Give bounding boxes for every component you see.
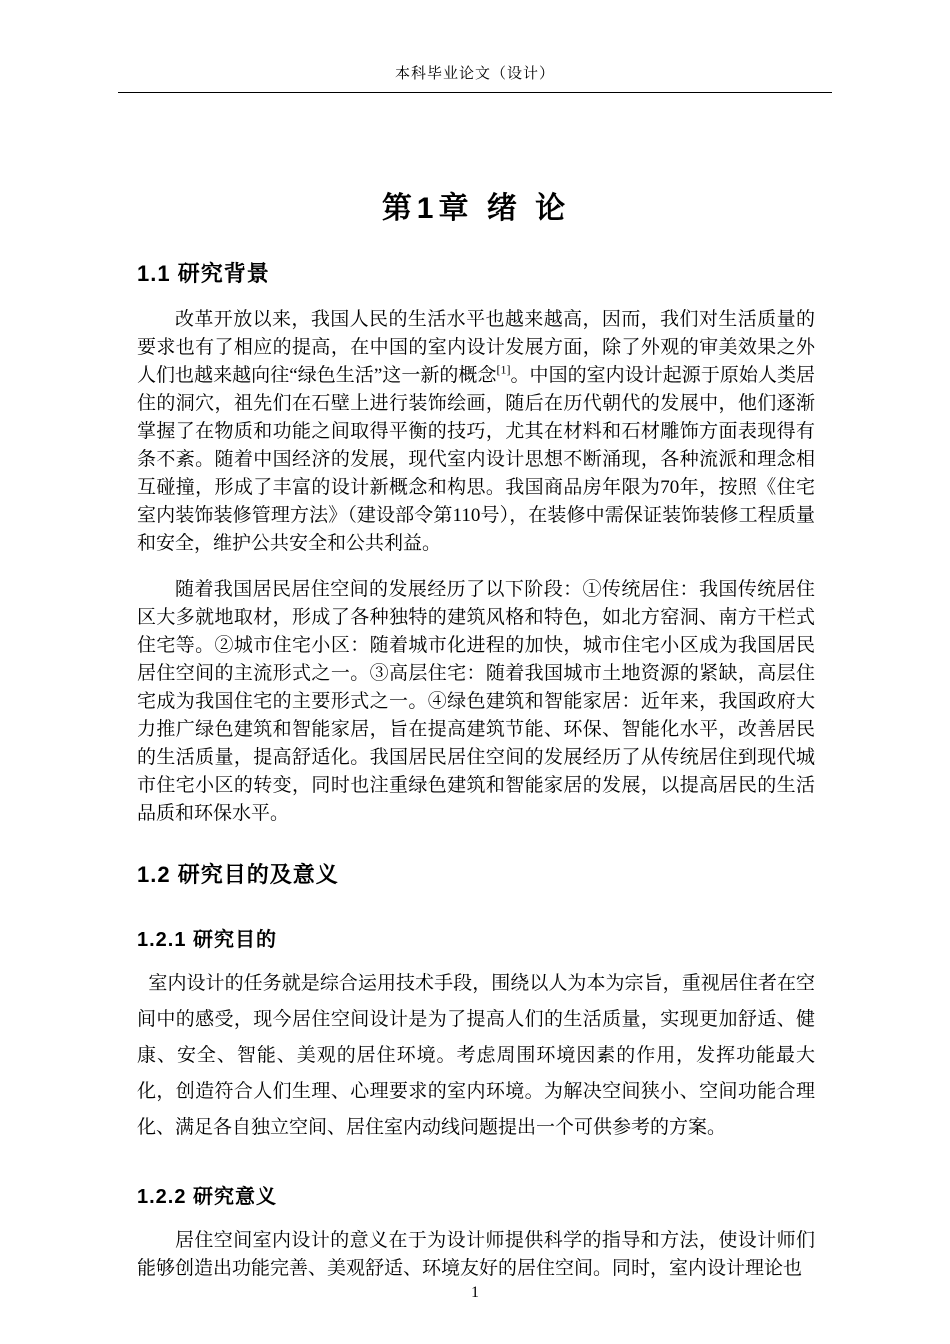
paragraph-research-purpose: 室内设计的任务就是综合运用技术手段，围绕以人为本为宗旨，重视居住者在空间中的感受，现今居住空间设计是为了提高人们的生活质量，实现更加舒适、健康、安全、智能、美观的居住环境。考虑周围环境因素的作用，发挥功能最大化，创造符合人们生理、心理要求的室内环境。为解决空间狭小、空间功能合理化、满足各自独立空间、居住室内动线问题提出一个可供参考的方案。 — [137, 973, 815, 1138]
paragraph-text: 改革开放以来，我国人民的生活水平也越来越高，因而，我们对生活质量的要求也有了相应的提高，在中国的室内设计发展方面，除了外观的审美效果之外人们也越来越向往“绿色生活”这一新的概念 — [137, 309, 815, 386]
document-content — [137, 91, 815, 1283]
citation-ref: [1] — [496, 362, 511, 377]
section-heading-1-1: 1.1 研究背景 — [137, 261, 270, 286]
chapter-title: 第1章 绪 论 — [381, 192, 571, 225]
section-heading-1-2: 1.2 研究目的及意义 — [137, 862, 339, 887]
page-header — [118, 62, 832, 93]
paragraph-text: 。中国的室内设计起源于原始人类居住的洞穴，祖先们在石壁上进行装饰绘画，随后在历代朝代的发展中，他们逐渐掌握了在物质和功能之间取得平衡的技巧，尤其在材料和石材雕饰方面表现得有条不紊。随着中国经济的发展，现代室内设计思想不断涌现，各种流派和理念相互碰撞，形成了丰富的设计新概念和构思。我国商品房年限为70年，按照《住宅室内装饰装修管理方法》（建设部令第110号），在装修中需保证装饰装修工程质量和安全，维护公共安全和公共利益。 — [137, 365, 815, 554]
subsection-heading-1-2-1: 1.2.1 研究目的 — [137, 929, 278, 951]
page-number: 1 — [471, 1284, 479, 1301]
subsection-heading-1-2-2: 1.2.2 研究意义 — [137, 1186, 278, 1208]
header-text: 本科毕业论文（设计） — [394, 66, 555, 82]
paragraph-research-background-2: 随着我国居民居住空间的发展经历了以下阶段：①传统居住：我国传统居住区大多就地取材，形成了各种独特的建筑风格和特色，如北方窑洞、南方干栏式住宅等。②城市住宅小区：随着城市化进程的加快，城市住宅小区成为我国居民居住空间的主流形式之一。③高层住宅：随着我国城市土地资源的紧缺，高层住宅成为我国住宅的主要形式之一。④绿色建筑和智能家居：近年来，我国政府大力推广绿色建筑和智能家居，旨在提高建筑节能、环保、智能化水平，改善居民的生活质量，提高舒适化。我国居民居住空间的发展经历了从传统居住到现代城市住宅小区的转变，同时也注重绿色建筑和智能家居的发展，以提高居民的生活品质和环保水平。 — [137, 579, 815, 824]
paragraph-research-significance: 居住空间室内设计的意义在于为设计师提供科学的指导和方法，使设计师们能够创造出功能完善、美观舒适、环境友好的居住空间。同时，室内设计理论也 — [137, 1230, 815, 1279]
paragraph-research-background-1 — [137, 306, 815, 558]
page-footer — [0, 1284, 950, 1302]
